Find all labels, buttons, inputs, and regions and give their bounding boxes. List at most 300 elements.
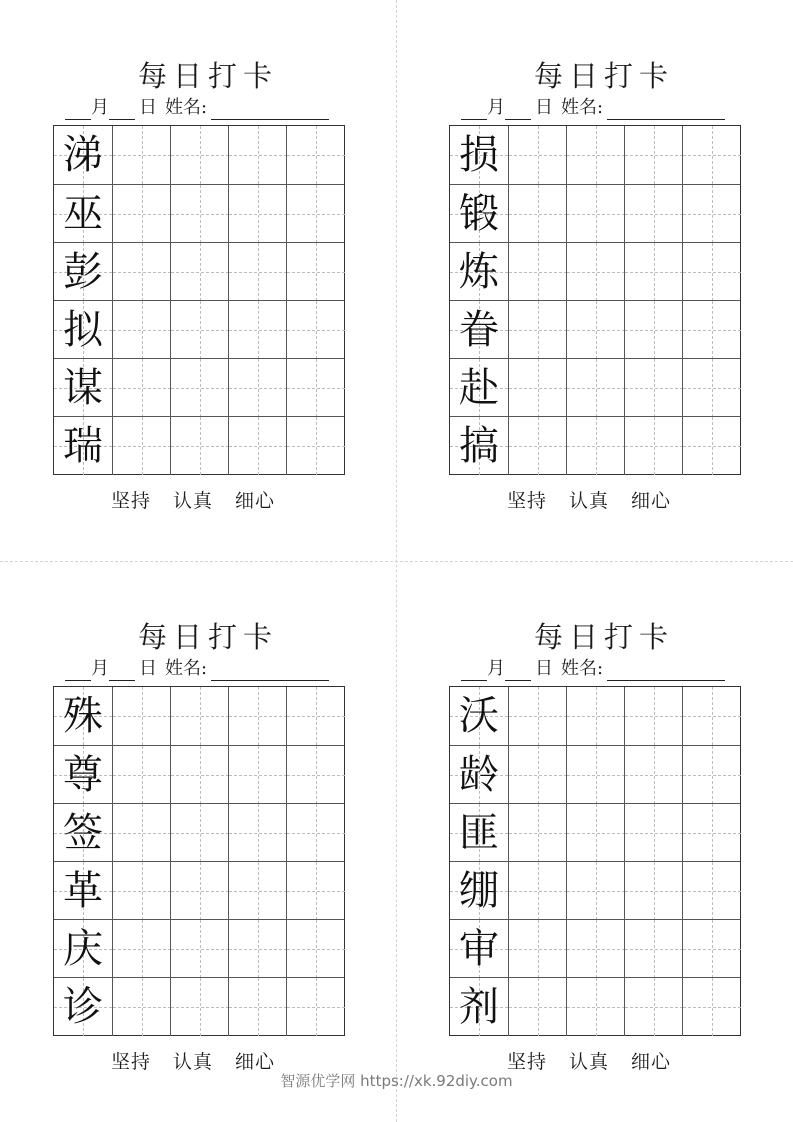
- grid-row: [450, 358, 740, 417]
- model-character: 庆: [63, 926, 103, 972]
- grid-cell[interactable]: [286, 687, 345, 745]
- card-title: 每日打卡: [533, 620, 674, 654]
- footer-watermark: 智源优学网 https://xk.92diy.com: [280, 1072, 513, 1090]
- motto-word: 细心: [235, 490, 276, 512]
- grid-cell: [450, 978, 508, 1036]
- card-title: 每日打卡: [533, 59, 674, 93]
- card-title: 每日打卡: [137, 59, 278, 93]
- grid-cell[interactable]: [566, 920, 625, 978]
- month-blank[interactable]: [461, 101, 487, 120]
- name-label: 姓名:: [165, 658, 208, 679]
- guide-line-horizontal: [287, 1007, 345, 1008]
- grid-cell[interactable]: [566, 862, 625, 920]
- grid-cell: [450, 804, 508, 862]
- model-character: 瑞: [63, 423, 103, 469]
- guide-line-horizontal: [113, 775, 171, 776]
- grid-cell: [54, 978, 112, 1036]
- writing-grid: [53, 686, 345, 1036]
- grid-row: [450, 977, 740, 1036]
- guide-line-horizontal: [229, 949, 287, 950]
- grid-row: [54, 358, 344, 417]
- grid-cell: [54, 804, 112, 862]
- name-blank[interactable]: [607, 101, 725, 120]
- guide-line-horizontal: [509, 949, 567, 950]
- motto-word: 细心: [631, 1051, 672, 1073]
- grid-cell: [54, 862, 112, 920]
- grid-row: [54, 745, 344, 804]
- guide-line-horizontal: [171, 833, 229, 834]
- grid-cell[interactable]: [624, 920, 683, 978]
- grid-cell[interactable]: [112, 804, 171, 862]
- grid-cell[interactable]: [170, 243, 229, 301]
- motto-word: 认真: [569, 490, 610, 512]
- grid-cell[interactable]: [228, 804, 287, 862]
- guide-line-horizontal: [567, 891, 625, 892]
- guide-line-horizontal: [287, 716, 345, 717]
- grid-cell[interactable]: [624, 126, 683, 184]
- grid-cell[interactable]: [566, 978, 625, 1036]
- grid-cell[interactable]: [112, 687, 171, 745]
- grid-cell[interactable]: [170, 746, 229, 804]
- writing-grid: [449, 125, 741, 475]
- grid-cell[interactable]: [170, 920, 229, 978]
- grid-cell[interactable]: [566, 359, 625, 417]
- date-name-line: [461, 96, 725, 120]
- grid-cell[interactable]: [228, 126, 287, 184]
- guide-line-horizontal: [509, 214, 567, 215]
- grid-cell[interactable]: [624, 978, 683, 1036]
- guide-line-horizontal: [229, 388, 287, 389]
- guide-line-horizontal: [171, 388, 229, 389]
- guide-line-horizontal: [509, 716, 567, 717]
- grid-cell[interactable]: [112, 185, 171, 243]
- practice-card: [449, 619, 759, 1079]
- model-character: 殊: [63, 693, 103, 739]
- grid-cell[interactable]: [112, 978, 171, 1036]
- grid-row: [450, 184, 740, 243]
- motto-word: 细心: [631, 490, 672, 512]
- grid-cell[interactable]: [508, 359, 567, 417]
- grid-cell[interactable]: [112, 301, 171, 359]
- date-name-line: [461, 657, 725, 681]
- grid-cell[interactable]: [170, 804, 229, 862]
- grid-row: [450, 745, 740, 804]
- guide-line-horizontal: [567, 1007, 625, 1008]
- month-blank[interactable]: [65, 101, 91, 120]
- grid-cell: [54, 185, 112, 243]
- guide-line-horizontal: [567, 833, 625, 834]
- grid-cell[interactable]: [286, 862, 345, 920]
- guide-line-horizontal: [683, 949, 741, 950]
- guide-line-horizontal: [113, 214, 171, 215]
- guide-line-horizontal: [625, 388, 683, 389]
- guide-line-horizontal: [171, 155, 229, 156]
- guide-line-horizontal: [625, 949, 683, 950]
- model-character: 诊: [63, 984, 103, 1030]
- guide-line-horizontal: [509, 272, 567, 273]
- guide-line-horizontal: [229, 775, 287, 776]
- model-character: 拟: [63, 307, 103, 353]
- grid-cell[interactable]: [286, 920, 345, 978]
- grid-cell[interactable]: [508, 862, 567, 920]
- guide-line-horizontal: [625, 330, 683, 331]
- grid-cell[interactable]: [682, 301, 741, 359]
- grid-cell[interactable]: [170, 185, 229, 243]
- horizontal-cut-line: [0, 561, 793, 562]
- grid-cell: [450, 185, 508, 243]
- model-character: 炼: [459, 249, 499, 295]
- guide-line-horizontal: [625, 716, 683, 717]
- grid-cell[interactable]: [228, 920, 287, 978]
- grid-cell: [450, 126, 508, 184]
- model-character: 巫: [63, 191, 103, 237]
- guide-line-horizontal: [171, 891, 229, 892]
- guide-line-horizontal: [113, 891, 171, 892]
- guide-line-horizontal: [113, 949, 171, 950]
- model-character: 匪: [459, 810, 499, 856]
- grid-cell[interactable]: [682, 359, 741, 417]
- grid-cell[interactable]: [566, 417, 625, 475]
- grid-cell[interactable]: [624, 301, 683, 359]
- guide-line-horizontal: [171, 1007, 229, 1008]
- grid-cell[interactable]: [682, 920, 741, 978]
- guide-line-horizontal: [567, 330, 625, 331]
- grid-cell[interactable]: [624, 862, 683, 920]
- guide-line-horizontal: [509, 330, 567, 331]
- grid-row: [54, 687, 344, 745]
- grid-cell: [54, 359, 112, 417]
- day-label: 日: [139, 97, 157, 118]
- grid-row: [54, 184, 344, 243]
- guide-line-horizontal: [509, 833, 567, 834]
- grid-cell[interactable]: [228, 687, 287, 745]
- guide-line-horizontal: [113, 833, 171, 834]
- grid-cell[interactable]: [228, 301, 287, 359]
- guide-line-horizontal: [229, 716, 287, 717]
- grid-cell[interactable]: [112, 243, 171, 301]
- grid-cell[interactable]: [286, 359, 345, 417]
- guide-line-horizontal: [625, 1007, 683, 1008]
- guide-line-horizontal: [683, 330, 741, 331]
- grid-cell[interactable]: [286, 301, 345, 359]
- guide-line-horizontal: [287, 833, 345, 834]
- guide-line-horizontal: [113, 716, 171, 717]
- guide-line-horizontal: [567, 155, 625, 156]
- guide-line-horizontal: [287, 891, 345, 892]
- grid-cell: [450, 301, 508, 359]
- grid-cell[interactable]: [170, 862, 229, 920]
- guide-line-horizontal: [287, 388, 345, 389]
- guide-line-horizontal: [229, 214, 287, 215]
- day-blank[interactable]: [505, 101, 531, 120]
- grid-cell[interactable]: [566, 243, 625, 301]
- guide-line-horizontal: [171, 272, 229, 273]
- grid-cell[interactable]: [170, 978, 229, 1036]
- grid-cell[interactable]: [228, 862, 287, 920]
- guide-line-horizontal: [171, 446, 229, 447]
- grid-cell[interactable]: [682, 126, 741, 184]
- guide-line-horizontal: [229, 155, 287, 156]
- model-character: 眷: [459, 307, 499, 353]
- grid-row: [54, 977, 344, 1036]
- grid-cell[interactable]: [682, 417, 741, 475]
- model-character: 签: [63, 810, 103, 856]
- grid-cell[interactable]: [112, 417, 171, 475]
- grid-cell[interactable]: [508, 804, 567, 862]
- guide-line-horizontal: [287, 775, 345, 776]
- grid-cell[interactable]: [228, 359, 287, 417]
- grid-cell[interactable]: [682, 687, 741, 745]
- grid-cell[interactable]: [112, 862, 171, 920]
- guide-line-horizontal: [113, 330, 171, 331]
- name-label: 姓名:: [561, 97, 604, 118]
- name-blank[interactable]: [607, 662, 725, 681]
- guide-line-horizontal: [229, 330, 287, 331]
- grid-row: [54, 242, 344, 301]
- grid-cell[interactable]: [286, 243, 345, 301]
- grid-cell: [54, 243, 112, 301]
- guide-line-horizontal: [113, 388, 171, 389]
- grid-row: [450, 861, 740, 920]
- grid-cell[interactable]: [624, 417, 683, 475]
- grid-cell: [450, 243, 508, 301]
- motto-word: 坚持: [111, 490, 152, 512]
- grid-cell[interactable]: [286, 804, 345, 862]
- guide-line-horizontal: [509, 155, 567, 156]
- grid-cell[interactable]: [170, 687, 229, 745]
- guide-line-horizontal: [113, 1007, 171, 1008]
- guide-line-horizontal: [287, 949, 345, 950]
- day-label: 日: [139, 658, 157, 679]
- guide-line-horizontal: [287, 330, 345, 331]
- grid-cell: [54, 301, 112, 359]
- guide-line-horizontal: [171, 949, 229, 950]
- guide-line-horizontal: [229, 891, 287, 892]
- month-blank[interactable]: [461, 662, 487, 681]
- guide-line-horizontal: [567, 949, 625, 950]
- grid-cell[interactable]: [624, 804, 683, 862]
- name-label: 姓名:: [561, 658, 604, 679]
- grid-cell[interactable]: [682, 862, 741, 920]
- grid-cell[interactable]: [624, 185, 683, 243]
- grid-cell[interactable]: [624, 687, 683, 745]
- guide-line-horizontal: [171, 775, 229, 776]
- grid-cell[interactable]: [624, 359, 683, 417]
- day-label: 日: [535, 658, 553, 679]
- motto: [111, 486, 275, 513]
- guide-line-horizontal: [567, 716, 625, 717]
- guide-line-horizontal: [625, 891, 683, 892]
- month-blank[interactable]: [65, 662, 91, 681]
- motto-word: 认真: [173, 1051, 214, 1073]
- grid-cell[interactable]: [566, 746, 625, 804]
- month-label: 月: [91, 658, 109, 679]
- motto-word: 细心: [235, 1051, 276, 1073]
- guide-line-horizontal: [683, 1007, 741, 1008]
- guide-line-horizontal: [683, 833, 741, 834]
- guide-line-horizontal: [171, 330, 229, 331]
- guide-line-horizontal: [625, 446, 683, 447]
- grid-cell[interactable]: [566, 185, 625, 243]
- grid-cell: [54, 687, 112, 745]
- grid-row: [450, 416, 740, 475]
- writing-grid: [449, 686, 741, 1036]
- model-character: 审: [459, 926, 499, 972]
- guide-line-horizontal: [229, 1007, 287, 1008]
- guide-line-horizontal: [509, 388, 567, 389]
- guide-line-horizontal: [287, 155, 345, 156]
- grid-cell: [450, 746, 508, 804]
- name-blank[interactable]: [211, 101, 329, 120]
- grid-cell[interactable]: [286, 978, 345, 1036]
- guide-line-horizontal: [287, 272, 345, 273]
- grid-cell[interactable]: [508, 746, 567, 804]
- guide-line-horizontal: [287, 214, 345, 215]
- name-label: 姓名:: [165, 97, 208, 118]
- grid-cell[interactable]: [508, 978, 567, 1036]
- grid-cell[interactable]: [228, 417, 287, 475]
- guide-line-horizontal: [567, 775, 625, 776]
- guide-line-horizontal: [683, 272, 741, 273]
- grid-cell[interactable]: [170, 126, 229, 184]
- guide-line-horizontal: [683, 155, 741, 156]
- model-character: 赴: [459, 365, 499, 411]
- grid-cell: [54, 417, 112, 475]
- guide-line-horizontal: [287, 446, 345, 447]
- grid-cell[interactable]: [682, 746, 741, 804]
- grid-cell[interactable]: [566, 687, 625, 745]
- guide-line-horizontal: [113, 446, 171, 447]
- guide-line-horizontal: [229, 446, 287, 447]
- grid-row: [54, 861, 344, 920]
- guide-line-horizontal: [625, 214, 683, 215]
- day-blank[interactable]: [109, 662, 135, 681]
- grid-cell[interactable]: [112, 359, 171, 417]
- grid-row: [450, 300, 740, 359]
- grid-cell[interactable]: [508, 920, 567, 978]
- model-character: 搞: [459, 423, 499, 469]
- grid-cell[interactable]: [508, 243, 567, 301]
- motto-word: 坚持: [507, 1051, 548, 1073]
- guide-line-horizontal: [509, 775, 567, 776]
- guide-line-horizontal: [113, 272, 171, 273]
- day-label: 日: [535, 97, 553, 118]
- grid-cell[interactable]: [624, 746, 683, 804]
- guide-line-horizontal: [683, 388, 741, 389]
- day-blank[interactable]: [505, 662, 531, 681]
- grid-row: [450, 687, 740, 745]
- grid-cell[interactable]: [682, 243, 741, 301]
- model-character: 彭: [63, 249, 103, 295]
- grid-cell: [54, 126, 112, 184]
- grid-cell: [450, 862, 508, 920]
- grid-cell[interactable]: [228, 185, 287, 243]
- grid-row: [450, 126, 740, 184]
- grid-cell[interactable]: [682, 978, 741, 1036]
- grid-row: [54, 803, 344, 862]
- guide-line-horizontal: [567, 388, 625, 389]
- motto-word: 坚持: [111, 1051, 152, 1073]
- grid-cell[interactable]: [508, 687, 567, 745]
- guide-line-horizontal: [683, 446, 741, 447]
- grid-cell[interactable]: [682, 804, 741, 862]
- grid-cell[interactable]: [508, 417, 567, 475]
- guide-line-horizontal: [509, 891, 567, 892]
- grid-cell[interactable]: [112, 126, 171, 184]
- grid-cell[interactable]: [286, 185, 345, 243]
- grid-cell[interactable]: [508, 301, 567, 359]
- grid-cell[interactable]: [170, 301, 229, 359]
- motto: [507, 486, 671, 513]
- grid-row: [450, 919, 740, 978]
- grid-cell[interactable]: [112, 746, 171, 804]
- guide-line-horizontal: [683, 891, 741, 892]
- practice-card: [53, 58, 363, 518]
- grid-cell[interactable]: [170, 417, 229, 475]
- guide-line-horizontal: [509, 446, 567, 447]
- grid-cell[interactable]: [566, 301, 625, 359]
- guide-line-horizontal: [683, 775, 741, 776]
- guide-line-horizontal: [625, 833, 683, 834]
- grid-cell: [450, 359, 508, 417]
- grid-cell[interactable]: [566, 126, 625, 184]
- grid-cell[interactable]: [170, 359, 229, 417]
- model-character: 涕: [63, 132, 103, 178]
- guide-line-horizontal: [229, 833, 287, 834]
- grid-cell[interactable]: [624, 243, 683, 301]
- day-blank[interactable]: [109, 101, 135, 120]
- model-character: 革: [63, 868, 103, 914]
- grid-cell[interactable]: [228, 978, 287, 1036]
- grid-cell: [450, 687, 508, 745]
- grid-cell[interactable]: [508, 185, 567, 243]
- grid-cell[interactable]: [508, 126, 567, 184]
- grid-cell: [450, 417, 508, 475]
- month-label: 月: [487, 658, 505, 679]
- grid-cell[interactable]: [566, 804, 625, 862]
- guide-line-horizontal: [683, 214, 741, 215]
- grid-cell[interactable]: [682, 185, 741, 243]
- date-name-line: [65, 96, 329, 120]
- grid-cell[interactable]: [228, 746, 287, 804]
- writing-grid: [53, 125, 345, 475]
- grid-cell[interactable]: [286, 417, 345, 475]
- guide-line-horizontal: [567, 446, 625, 447]
- month-label: 月: [487, 97, 505, 118]
- grid-row: [450, 242, 740, 301]
- grid-cell[interactable]: [286, 126, 345, 184]
- guide-line-horizontal: [567, 272, 625, 273]
- practice-card: [53, 619, 363, 1079]
- guide-line-horizontal: [171, 716, 229, 717]
- grid-cell[interactable]: [112, 920, 171, 978]
- grid-cell[interactable]: [286, 746, 345, 804]
- motto-word: 认真: [569, 1051, 610, 1073]
- model-character: 龄: [459, 752, 499, 798]
- guide-line-horizontal: [113, 155, 171, 156]
- motto-word: 坚持: [507, 490, 548, 512]
- grid-cell: [450, 920, 508, 978]
- guide-line-horizontal: [625, 155, 683, 156]
- grid-cell[interactable]: [228, 243, 287, 301]
- model-character: 沃: [459, 693, 499, 739]
- name-blank[interactable]: [211, 662, 329, 681]
- model-character: 剂: [459, 984, 499, 1030]
- date-name-line: [65, 657, 329, 681]
- guide-line-horizontal: [625, 272, 683, 273]
- grid-row: [54, 416, 344, 475]
- model-character: 绷: [459, 868, 499, 914]
